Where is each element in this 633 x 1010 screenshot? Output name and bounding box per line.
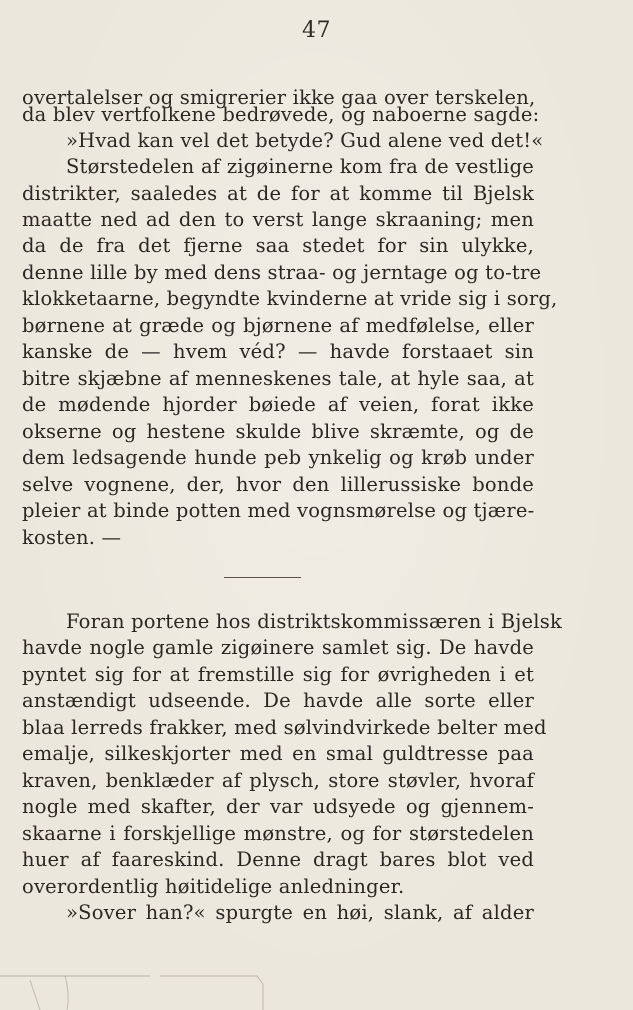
text-line: da blev vertfolkene bedrøvede, og naboerne sagde: [22, 103, 540, 126]
text-line: pyntet sig for at fremstille sig for øvrigheden i et [22, 663, 534, 686]
text-line: denne lille by med dens straa- og jerntage og to-tre [22, 261, 542, 284]
text-line: de mødende hjorder bøiede af veien, forat ikke [22, 393, 534, 416]
text-line: huer af faareskind. Denne dragt bares blot ved [22, 848, 534, 871]
text-line: overordentlig høitidelige anledninger. [22, 875, 405, 898]
section-divider [224, 577, 301, 578]
text-line: kosten. — [22, 526, 122, 549]
text-line: kanske de — hvem véd? — havde forstaaet sin [22, 340, 534, 363]
text-line: da de fra det fjerne saa stedet for sin ulykke, [22, 234, 534, 257]
text-line: skaarne i forskjellige mønstre, og for størstedelen [22, 822, 534, 845]
text-line: dem ledsagende hunde peb ynkelig og krøb under [22, 446, 534, 469]
page-corner-mark [0, 966, 270, 1010]
page-number: 47 [302, 18, 331, 43]
text-line: emalje, silkeskjorter med en smal guldtresse paa [22, 742, 534, 765]
text-line: »Hvad kan vel det betyde? Gud alene ved det!« [66, 129, 544, 152]
text-line: Størstedelen af zigøinerne kom fra de vestlige [66, 155, 534, 178]
text-line: kraven, benklæder af plysch, store støvler, hvoraf [22, 769, 534, 792]
text-line: bitre skjæbne af menneskenes tale, at hyle saa, at [22, 367, 534, 390]
text-line: klokketaarne, begyndte kvinderne at vride sig i sorg, [22, 287, 558, 310]
text-line: selve vognene, der, hvor den lillerussiske bonde [22, 473, 534, 496]
text-line: blaa lerreds frakker, med sølvindvirkede belter med [22, 716, 547, 739]
text-line: havde nogle gamle zigøinere samlet sig. De havde [22, 636, 534, 659]
text-line: nogle med skafter, der var udsyede og gjennem- [22, 795, 534, 818]
text-line: overtalelser og smigrerier ikke gaa over terskelen, [22, 86, 536, 109]
text-line: maatte ned ad den to verst lange skraaning; men [22, 208, 534, 231]
text-line: anstændigt udseende. De havde alle sorte eller [22, 689, 534, 712]
text-line: distrikter, saaledes at de for at komme til Bjelsk [22, 182, 534, 205]
text-line: pleier at binde potten med vognsmørelse og tjære- [22, 499, 535, 522]
text-line: Foran portene hos distriktskommissæren i Bjelsk [66, 610, 562, 633]
text-line: »Sover han?« spurgte en høi, slank, af alder [66, 901, 534, 924]
text-line: okserne og hestene skulde blive skræmte, og de [22, 420, 534, 443]
text-line: børnene at græde og bjørnene af medfølelse, eller [22, 314, 534, 337]
